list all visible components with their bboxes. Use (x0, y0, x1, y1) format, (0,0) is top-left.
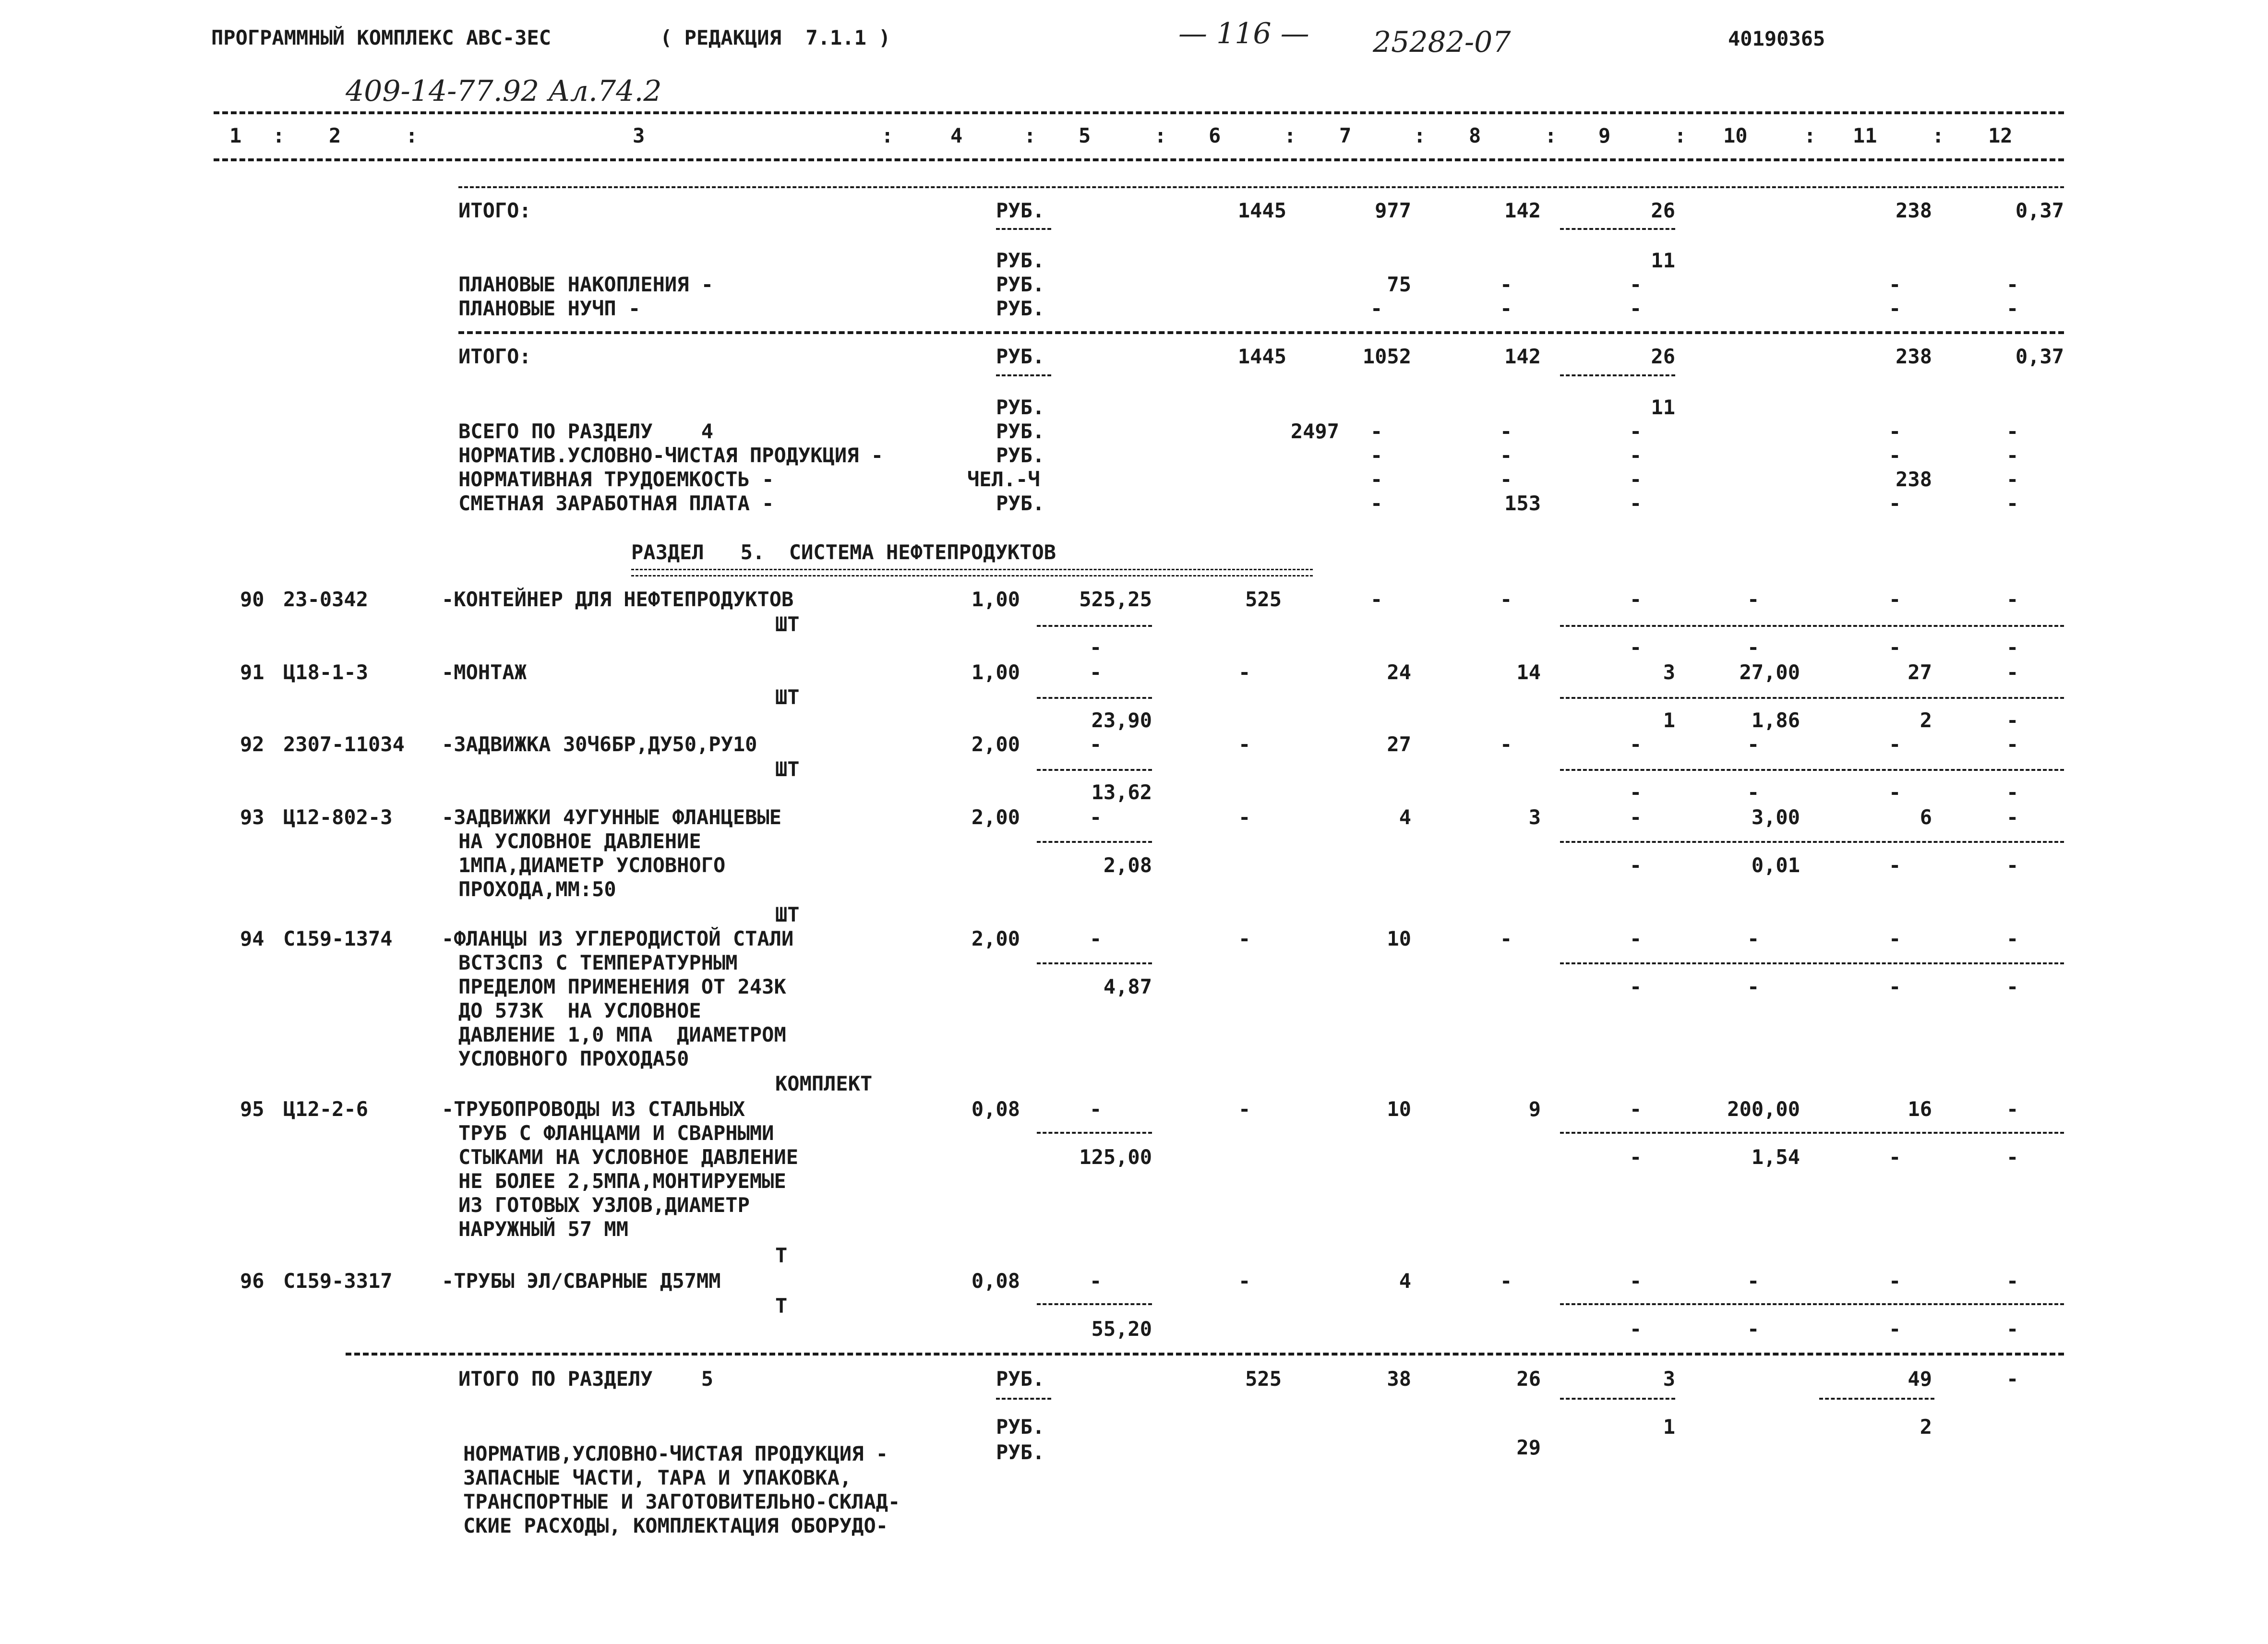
col-header: 3 (633, 124, 645, 147)
album-reference: 409-14-77.92 Ал.74.2 (346, 74, 662, 108)
col-header: 7 (1339, 124, 1352, 147)
section-end-rule (346, 1353, 2064, 1356)
col-header: 12 (1988, 124, 2013, 147)
col-header: 1 (229, 124, 242, 147)
document-code: 40190365 (1728, 27, 1825, 50)
header-top-rule (214, 111, 2064, 114)
col-header: 9 (1598, 124, 1611, 147)
col-header: 10 (1723, 124, 1748, 147)
document-page: ПРОГРАММНЫЙ КОМПЛЕКС АВС-3ЕС ( РЕДАКЦИЯ 7.1.1 ) — 116 — 25282-07 40190365 409-14-77.92 Ал.74.2 1 : 2 : 3 : 4 : 5 : 6 : 7 : 8 : 9 : 10 : 11 : 12 ИТОГО: РУБ. 1445 977 142 26 238 0,37 РУБ. 11 ПЛАНОВЫЕ НАКОПЛЕНИЯ - РУБ. 75 - - - - ПЛАНОВЫЕ НУЧП - РУБ. - - - - - ИТОГО: РУБ. 1445 1052 142 26 238 0,37 РУБ. 11 ВСЕГО ПО РАЗДЕЛУ 4 РУБ. 2497 - - - - - НОРМАТИВ.УСЛОВНО-ЧИСТАЯ ПРОДУКЦИЯ - РУБ. - - - - - НОРМАТИВНАЯ ТРУДОЕМКОСТЬ - ЧЕЛ.-Ч - - - 238 - СМЕТНАЯ ЗАРАБОТНАЯ ПЛАТА - РУБ. - 153 - - - РАЗДЕЛ 5. СИСТЕМА НЕФТЕПРОДУКТОВ 90 23-0342 -КОНТЕЙНЕР ДЛЯ НЕФТЕПРОДУКТОВ ШТ 1,00 525,25 525 - - - - - - - - - - - 91 Ц18-1-3 -МОНТАЖ ШТ 1,00 - - 24 14 3 27,00 27 - 23,90 1 1,86 2 - 92 2307-11034 -ЗАДВИЖКА 30Ч6БР,ДУ50,РУ10 ШТ 2,00 - - 27 - - - - - 13,62 - - - - 93 Ц12-802-3 -ЗАДВИЖКИ 4УГУННЫЕ ФЛАНЦЕВЫЕ НА УСЛОВНОЕ ДАВЛЕНИЕ 1МПА,ДИАМЕТР УСЛОВНОГО ПРОХОДА,ММ:50 ШТ 2,00 - - 4 3 - 3,00 6 - 2,08 - 0,01 - - 94 С159-1374 -ФЛАНЦЫ ИЗ УГЛЕРОДИСТОЙ СТАЛИ ВСТ3СП3 С ТЕМПЕРАТУРНЫМ ПРЕДЕЛОМ ПРИМЕНЕНИЯ ОТ 243К ДО 573К НА УСЛОВНОЕ ДАВЛЕНИЕ 1,0 МПА ДИАМЕТРОМ УСЛОВНОГО ПРОХОДА50 КОМПЛЕКТ 2,00 - - 10 - - - - - 4,87 - - - - 95 Ц12-2-6 -ТРУБОПРОВОДЫ ИЗ СТАЛЬНЫХ ТРУБ С ФЛАНЦАМИ И СВАРНЫМИ СТЫКАМИ НА УСЛОВНОЕ ДАВЛЕНИЕ НЕ БОЛЕЕ 2,5МПА,МОНТИРУЕМЫЕ ИЗ ГОТОВЫХ УЗЛОВ,ДИАМЕТР НАРУЖНЫЙ 57 ММ Т 0,08 - - 10 9 - 200,00 16 - 125,00 - 1,54 - - 96 С159-3317 -ТРУБЫ ЭЛ/СВАРНЫЕ Д57ММ Т 0,08 - - 4 - - - - - 55,20 - - - - ИТОГО ПО РАЗДЕЛУ 5 РУБ. 525 38 26 3 49 - РУБ. 1 2 РУБ. 29 НОРМАТИВ,УСЛОВНО-ЧИСТАЯ ПРОДУКЦИЯ - ЗАПАСНЫЕ ЧАСТИ, ТАРА И УПАКОВКА, ТРАНСПОРТНЫЕ И ЗАГОТОВИТЕЛЬНО-СКЛАД- СКИЕ РАСХОДЫ, КОМПЛЕКТАЦИЯ ОБОРУДО- (211, 17, 2064, 1537)
page-number: — 116 — (1178, 17, 1309, 50)
section-title-underline (631, 569, 1313, 576)
section-title: РАЗДЕЛ 5. СИСТЕМА НЕФТЕПРОДУКТОВ (631, 540, 1056, 564)
col-header: 11 (1853, 124, 1877, 147)
col-header: 8 (1469, 124, 1481, 147)
footer-note-line: НОРМАТИВ,УСЛОВНО-ЧИСТАЯ ПРОДУКЦИЯ - (463, 1442, 888, 1465)
document-number: 25282-07 (1373, 25, 1511, 59)
col-header: 6 (1209, 124, 1221, 147)
edition-label: ( РЕДАКЦИЯ 7.1.1 ) (660, 26, 891, 49)
col-header: 4 (950, 124, 963, 147)
col-header: 5 (1079, 124, 1091, 147)
header-bottom-rule (214, 158, 2064, 161)
footer-note-line: ТРАНСПОРТНЫЕ И ЗАГОТОВИТЕЛЬНО-СКЛАД- (463, 1490, 900, 1513)
footer-note-line: ЗАПАСНЫЕ ЧАСТИ, ТАРА И УПАКОВКА, (463, 1466, 852, 1489)
footer-note-line: СКИЕ РАСХОДЫ, КОМПЛЕКТАЦИЯ ОБОРУДО- (463, 1514, 888, 1537)
col-header: 2 (329, 124, 341, 147)
program-title: ПРОГРАММНЫЙ КОМПЛЕКС АВС-3ЕС (211, 26, 552, 49)
